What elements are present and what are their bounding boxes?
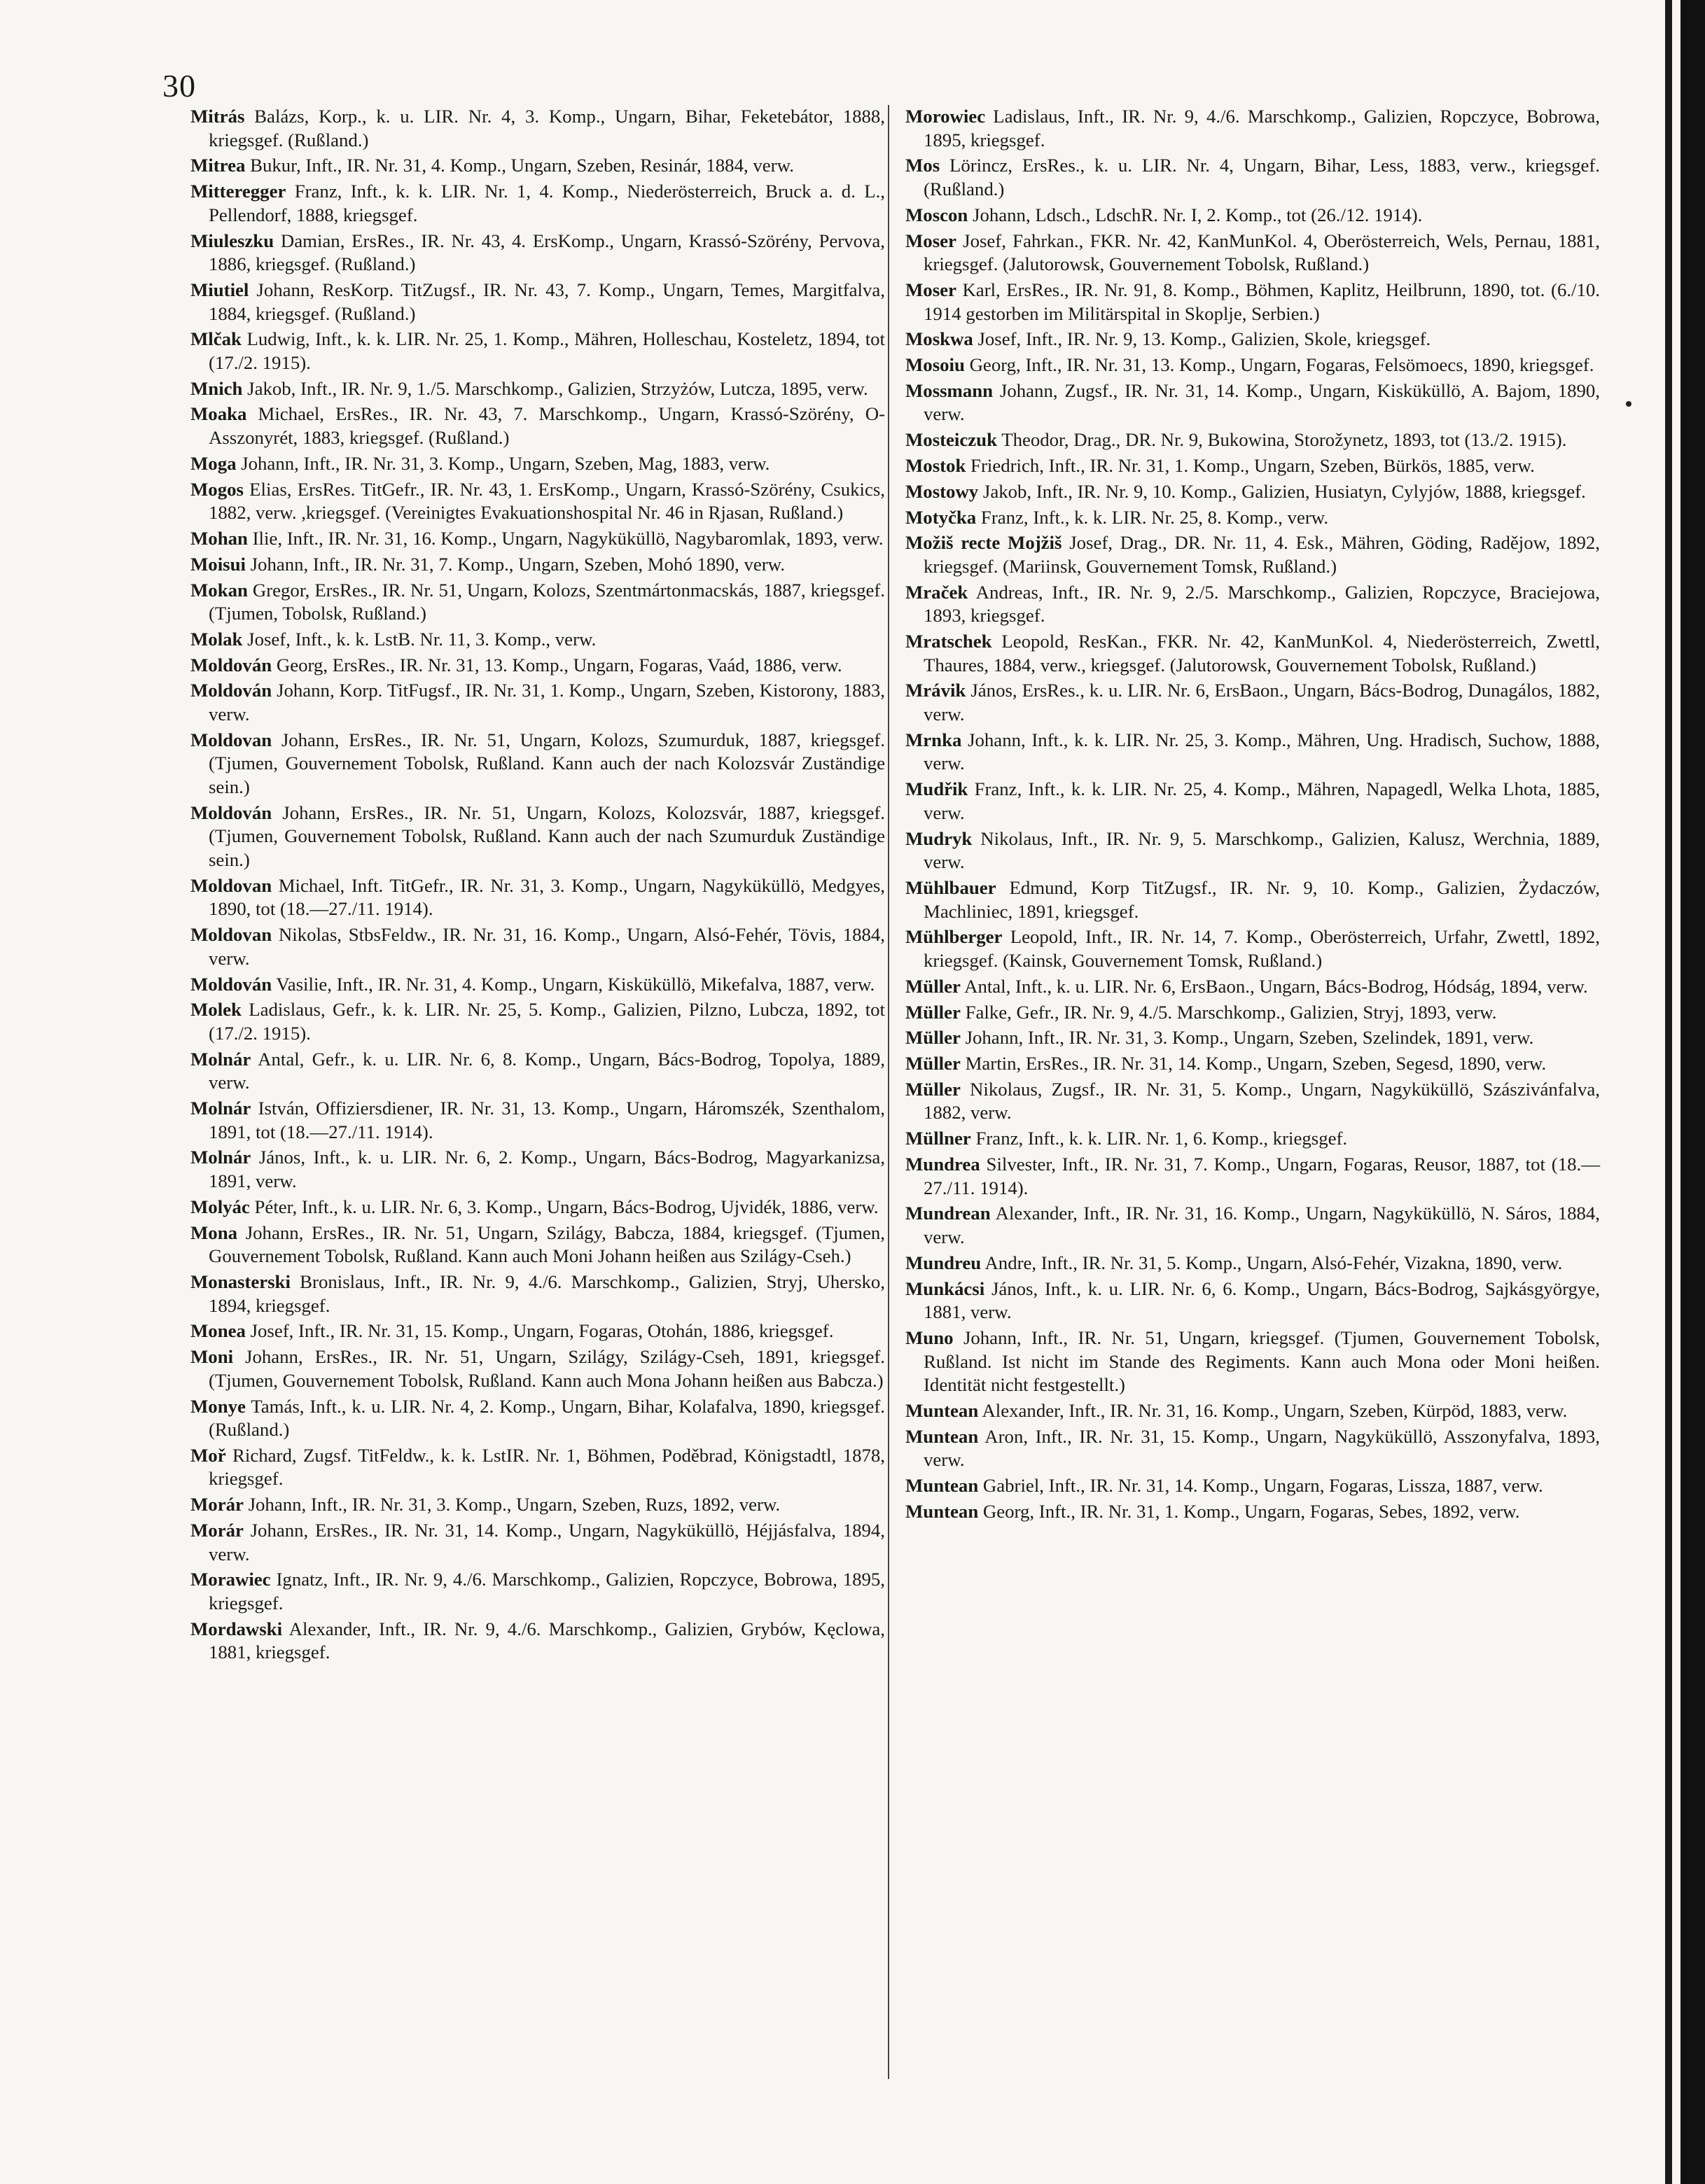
entry-surname: Mrávik [905, 680, 966, 701]
entry-surname: Mitrás [190, 106, 245, 127]
entry-surname: Molnár [190, 1147, 251, 1168]
entry-details: Johann, Ldsch., LdschR. Nr. I, 2. Komp., tot (26./12. 1914). [968, 204, 1423, 225]
entry-surname: Mogos [190, 478, 244, 500]
list-entry [190, 402, 885, 449]
entry-details: Bukur, Inft., IR. Nr. 31, 4. Komp., Ungarn, Szeben, Resinár, 1884, verw. [245, 155, 794, 176]
entry-details: Ladislaus, Gefr., k. k. LIR. Nr. 25, 5. Komp., Galizien, Pilzno, Lubcza, 1892, tot (17./2. 1915). [209, 999, 885, 1044]
entry-details: János, Inft., k. u. LIR. Nr. 6, 2. Komp., Ungarn, Bács-Bodrog, Magyarkanizsa, 1891, verw. [209, 1147, 885, 1192]
list-entry [190, 230, 885, 276]
entry-details: Johann, Korp. TitFugsf., IR. Nr. 31, 1. Komp., Ungarn, Szeben, Kistorony, 1883, verw. [209, 680, 885, 725]
entry-surname: Moga [190, 452, 237, 474]
list-entry [905, 531, 1600, 578]
entry-surname: Moscon [905, 204, 968, 225]
list-entry [905, 328, 1600, 351]
entry-details: Bronislaus, Inft., IR. Nr. 9, 4./6. Marschkomp., Galizien, Stryj, Uhersko, 1894, kriegsgef. [209, 1270, 885, 1316]
entry-surname: Molyác [190, 1196, 250, 1217]
entry-details: Johann, ResKorp. TitZugsf., IR. Nr. 43, 7. Komp., Ungarn, Temes, Margitfalva, 1884, kriegsgef. (Rußland.) [209, 279, 885, 324]
entry-details: Georg, ErsRes., IR. Nr. 31, 13. Komp., Ungarn, Fogaras, Vaád, 1886, verw. [272, 654, 842, 676]
entry-surname: Mratschek [905, 631, 992, 652]
entry-details: Johann, ErsRes., IR. Nr. 51, Ungarn, Kolozs, Szumurduk, 1887, kriegsgef. (Tjumen, Gouvernement Tobolsk, Rußland. Kann auch der nach Kolozsvár Zuständige sein.) [209, 729, 885, 798]
entry-details: Falke, Gefr., IR. Nr. 9, 4./5. Marschkomp., Galizien, Stryj, 1893, verw. [960, 1001, 1497, 1023]
entry-details: Antal, Inft., k. u. LIR. Nr. 6, ErsBaon., Ungarn, Bács-Bodrog, Hódság, 1894, verw. [960, 975, 1588, 997]
entry-details: Franz, Inft., k. k. LIR. Nr. 25, 8. Komp., verw. [976, 506, 1329, 528]
entry-surname: Mossmann [905, 379, 994, 401]
list-entry [190, 1345, 885, 1392]
entry-surname: Müllner [905, 1128, 971, 1149]
entry-surname: Mühlbauer [905, 876, 996, 898]
entry-details: Ilie, Inft., IR. Nr. 31, 16. Komp., Ungarn, Nagyküküllö, Nagybaromlak, 1893, verw. [247, 527, 884, 549]
list-entry [190, 377, 885, 401]
list-entry [905, 1252, 1600, 1275]
entry-surname: Moni [190, 1346, 234, 1368]
entry-surname: Mohan [190, 527, 248, 549]
entry-surname: Možiš recte Mojžiš [905, 532, 1062, 554]
entry-surname: Muntean [905, 1425, 979, 1447]
list-entry [905, 154, 1600, 201]
list-entry [190, 654, 885, 678]
list-entry [905, 428, 1600, 452]
entry-details: Gabriel, Inft., IR. Nr. 31, 14. Komp., Ungarn, Fogaras, Lissza, 1887, verw. [978, 1475, 1543, 1497]
entry-surname: Motyčka [905, 506, 977, 528]
left-column [190, 105, 885, 1667]
list-entry [190, 553, 885, 577]
entry-surname: Moser [905, 279, 956, 300]
list-entry [905, 204, 1600, 227]
entry-details: Michael, ErsRes., IR. Nr. 43, 7. Marschkomp., Ungarn, Krassó-Szörény, O-Asszonyrét, 1883, kriegsgef. (Rußland.) [209, 403, 885, 449]
entry-surname: Mostok [905, 455, 966, 476]
entry-details: Alexander, Inft., IR. Nr. 31, 16. Komp., Ungarn, Szeben, Kürpöd, 1883, verw. [978, 1399, 1568, 1421]
entry-surname: Mitteregger [190, 181, 286, 202]
entry-surname: Mrnka [905, 729, 962, 750]
list-entry [190, 998, 885, 1045]
list-entry [905, 1078, 1600, 1125]
entry-details: István, Offiziersdiener, IR. Nr. 31, 13. Komp., Ungarn, Háromszék, Szenthalom, 1891, tot (18.—27./11. 1914). [209, 1098, 885, 1142]
list-entry [190, 874, 885, 921]
list-entry [190, 1222, 885, 1268]
list-entry [190, 452, 885, 476]
entry-details: Johann, Inft., IR. Nr. 31, 3. Komp., Ungarn, Szeben, Szelindek, 1891, verw. [960, 1027, 1534, 1049]
list-entry [190, 973, 885, 997]
list-entry [190, 802, 885, 872]
list-entry [905, 1001, 1600, 1025]
entry-details: Georg, Inft., IR. Nr. 31, 13. Komp., Ungarn, Fogaras, Felsömoecs, 1890, kriegsgef. [964, 354, 1594, 376]
page-number: 30 [162, 68, 196, 104]
entry-surname: Monye [190, 1395, 246, 1417]
entry-details: Josef, Drag., DR. Nr. 11, 4. Esk., Mähren, Göding, Radějow, 1892, kriegsgef. (Mariinsk, Gouvernement Tomsk, Rußland.) [924, 532, 1600, 577]
entry-surname: Mundrea [905, 1154, 980, 1175]
list-entry [905, 1052, 1600, 1076]
list-entry [190, 1444, 885, 1491]
list-entry [190, 478, 885, 525]
list-entry [905, 379, 1600, 426]
entry-details: Nikolaus, Inft., IR. Nr. 9, 5. Marschkomp., Galizien, Kalusz, Werchnia, 1889, verw. [924, 827, 1600, 873]
list-entry [905, 454, 1600, 478]
entry-details: Martin, ErsRes., IR. Nr. 31, 14. Komp., Ungarn, Szeben, Segesd, 1890, verw. [960, 1053, 1547, 1074]
entry-details: Leopold, Inft., IR. Nr. 14, 7. Komp., Oberösterreich, Urfahr, Zwettl, 1892, kriegsgef. (Kainsk, Gouvernement Tomsk, Rußland.) [924, 926, 1600, 971]
entry-details: Johann, Inft., IR. Nr. 31, 3. Komp., Ungarn, Szeben, Ruzs, 1892, verw. [243, 1494, 781, 1516]
list-entry [905, 230, 1600, 276]
entry-surname: Müller [905, 1001, 961, 1023]
entry-details: Balázs, Korp., k. u. LIR. Nr. 4, 3. Komp., Ungarn, Bihar, Feketebátor, 1888, kriegsgef. (Rußland.) [209, 106, 885, 150]
list-entry [190, 527, 885, 551]
list-entry [905, 1127, 1600, 1151]
entry-details: Aron, Inft., IR. Nr. 31, 15. Komp., Ungarn, Nagyküküllö, Asszonyfalva, 1893, verw. [924, 1425, 1600, 1471]
entry-surname: Monea [190, 1320, 246, 1342]
entry-surname: Müller [905, 1078, 961, 1100]
entry-surname: Mona [190, 1222, 237, 1243]
entry-details: Johann, Zugsf., IR. Nr. 31, 14. Komp., Ungarn, Kisküküllö, A. Bajom, 1890, verw. [924, 379, 1600, 425]
entry-surname: Morár [190, 1520, 244, 1541]
list-entry [190, 279, 885, 326]
entry-surname: Miutiel [190, 279, 249, 300]
list-entry [190, 328, 885, 374]
entry-details: János, ErsRes., k. u. LIR. Nr. 6, ErsBaon., Ungarn, Bács-Bodrog, Dunagálos, 1882, verw. [924, 680, 1600, 725]
list-entry [190, 1618, 885, 1665]
list-entry [190, 729, 885, 799]
entry-details: Jakob, Inft., IR. Nr. 9, 1./5. Marschkomp., Galizien, Strzyżów, Lutcza, 1895, verw. [242, 377, 868, 399]
entry-surname: Müller [905, 1027, 961, 1049]
entry-surname: Mundreu [905, 1252, 982, 1273]
entry-surname: Moldovan [190, 729, 272, 750]
right-column [905, 105, 1600, 1526]
list-entry [190, 628, 885, 652]
list-entry [905, 506, 1600, 530]
list-entry [190, 180, 885, 227]
entry-surname: Morár [190, 1494, 244, 1516]
entry-details: Karl, ErsRes., IR. Nr. 91, 8. Komp., Böhmen, Kaplitz, Heilbrunn, 1890, tot. (6./10. 1914 gestorben im Militärspital in Skoplje, Serbien.) [924, 279, 1600, 324]
entry-details: Edmund, Korp TitZugsf., IR. Nr. 9, 10. Komp., Galizien, Żydaczów, Machliniec, 1891, kriegsgef. [924, 876, 1600, 922]
entry-details: Johann, Inft., k. k. LIR. Nr. 25, 3. Komp., Mähren, Ung. Hradisch, Suchow, 1888, verw. [924, 729, 1600, 774]
list-entry [905, 827, 1600, 874]
entry-details: Antal, Gefr., k. u. LIR. Nr. 6, 8. Komp., Ungarn, Bács-Bodrog, Topolya, 1889, verw. [209, 1048, 885, 1093]
entry-details: Theodor, Drag., DR. Nr. 9, Bukowina, Storožynetz, 1893, tot (13./2. 1915). [996, 429, 1567, 451]
list-entry [190, 1196, 885, 1219]
entry-details: Gregor, ErsRes., IR. Nr. 51, Ungarn, Kolozs, Szentmártonmacskás, 1887, kriegsgef. (Tjumen, Tobolsk, Rußland.) [209, 579, 885, 624]
entry-surname: Muntean [905, 1500, 979, 1522]
list-entry [905, 1500, 1600, 1524]
entry-details: Vasilie, Inft., IR. Nr. 31, 4. Komp., Ungarn, Kisküküllö, Mikefalva, 1887, verw. [272, 973, 875, 995]
entry-surname: Mordawski [190, 1618, 283, 1639]
list-entry [190, 923, 885, 970]
entry-surname: Mnich [190, 377, 243, 399]
entry-details: Damian, ErsRes., IR. Nr. 43, 4. ErsKomp., Ungarn, Krassó-Szörény, Pervova, 1886, kriegsgef. (Rußland.) [209, 230, 885, 275]
entry-surname: Mundrean [905, 1203, 991, 1224]
list-entry [905, 279, 1600, 326]
list-entry [905, 925, 1600, 972]
entry-surname: Morawiec [190, 1569, 271, 1590]
page-edge-shadow [1665, 0, 1672, 2184]
page-edge-border [1680, 0, 1705, 2184]
entry-details: Elias, ErsRes. TitGefr., IR. Nr. 43, 1. ErsKomp., Ungarn, Krassó-Szörény, Csukics, 1882, verw. ,kriegsgef. (Vereinigtes Evakuationshospital Nr. 46 in Rjasan, Rußland.) [209, 478, 885, 524]
entry-details: Johann, Inft., IR. Nr. 31, 7. Komp., Ungarn, Szeben, Mohó 1890, verw. [245, 553, 785, 575]
entry-details: Andreas, Inft., IR. Nr. 9, 2./5. Marschkomp., Galizien, Ropczyce, Braciejowa, 1893, kriegsgef. [924, 581, 1600, 626]
entry-surname: Moser [905, 230, 956, 251]
entry-surname: Molnár [190, 1048, 251, 1070]
column-divider [888, 105, 889, 2079]
list-entry [905, 1026, 1600, 1050]
list-entry [905, 778, 1600, 825]
entry-details: Alexander, Inft., IR. Nr. 9, 4./6. Marschkomp., Galizien, Grybów, Kęclowa, 1881, kriegsgef. [209, 1618, 885, 1663]
entry-details: Leopold, ResKan., FKR. Nr. 42, KanMunKol. 4, Niederösterreich, Zwettl, Thaures, 1884, verw., kriegsgef. (Jalutorowsk, Gouvernement Tobolsk, Rußland.) [924, 631, 1600, 676]
list-entry [190, 1395, 885, 1442]
list-entry [190, 154, 885, 178]
entry-details: Friedrich, Inft., IR. Nr. 31, 1. Komp., Ungarn, Szeben, Bürkös, 1885, verw. [966, 455, 1535, 476]
entry-surname: Moldován [190, 973, 272, 995]
entry-details: Péter, Inft., k. u. LIR. Nr. 6, 3. Komp., Ungarn, Bács-Bodrog, Ujvidék, 1886, verw. [249, 1196, 879, 1217]
entry-surname: Moisui [190, 553, 246, 575]
entry-surname: Müller [905, 1053, 961, 1074]
entry-surname: Mitrea [190, 155, 246, 176]
entry-surname: Mosoiu [905, 354, 965, 376]
entry-details: Josef, Inft., k. k. LstB. Nr. 11, 3. Komp., verw. [242, 628, 597, 650]
list-entry [190, 679, 885, 726]
entry-surname: Mudryk [905, 827, 973, 849]
entry-details: Johann, Inft., IR. Nr. 51, Ungarn, kriegsgef. (Tjumen, Gouvernement Tobolsk, Rußland. Ist nicht im Stande des Regiments. Kann auch Mona oder Moni heißen. Identität nicht festgestellt.) [924, 1326, 1600, 1396]
list-entry [905, 1278, 1600, 1324]
entry-surname: Moř [190, 1444, 226, 1466]
entry-surname: Müller [905, 975, 961, 997]
entry-details: Alexander, Inft., IR. Nr. 31, 16. Komp., Ungarn, Nagyküküllö, N. Sáros, 1884, verw. [924, 1203, 1600, 1247]
entry-details: Johann, ErsRes., IR. Nr. 51, Ungarn, Szilágy, Babcza, 1884, kriegsgef. (Tjumen, Gouvernement Tobolsk, Rußland. Kann auch Moni Johann heißen aus Szilágy-Cseh.) [209, 1222, 885, 1267]
entry-details: Tamás, Inft., k. u. LIR. Nr. 4, 2. Komp., Ungarn, Bihar, Kolafalva, 1890, kriegsgef. (Rußland.) [209, 1395, 885, 1441]
entry-surname: Miuleszku [190, 230, 274, 251]
entry-surname: Moldovan [190, 924, 272, 946]
list-entry [905, 630, 1600, 677]
entry-details: Michael, Inft. TitGefr., IR. Nr. 31, 3. Komp., Ungarn, Nagyküküllö, Medgyes, 1890, tot (18.—27./11. 1914). [209, 874, 885, 920]
entry-surname: Molek [190, 999, 242, 1021]
list-entry [905, 581, 1600, 628]
list-entry [905, 480, 1600, 504]
entry-surname: Moldován [190, 654, 272, 676]
entry-surname: Moldován [190, 802, 272, 823]
entry-details: Jakob, Inft., IR. Nr. 9, 10. Komp., Galizien, Husiatyn, Cylyjów, 1888, kriegsgef. [978, 480, 1586, 502]
list-entry [190, 1097, 885, 1144]
list-entry [905, 1326, 1600, 1397]
list-entry [905, 105, 1600, 152]
entry-surname: Muno [905, 1326, 954, 1348]
list-entry [905, 354, 1600, 377]
entry-surname: Molak [190, 628, 243, 650]
list-entry [905, 876, 1600, 923]
list-entry [905, 729, 1600, 776]
entry-surname: Mraček [905, 581, 968, 603]
entry-surname: Morowiec [905, 106, 986, 127]
entry-details: Josef, Inft., IR. Nr. 9, 13. Komp., Galizien, Skole, kriegsgef. [973, 328, 1431, 350]
list-entry [190, 1048, 885, 1095]
entry-details: Georg, Inft., IR. Nr. 31, 1. Komp., Ungarn, Fogaras, Sebes, 1892, verw. [978, 1500, 1520, 1522]
entry-surname: Moldován [190, 680, 272, 701]
list-entry [190, 1568, 885, 1615]
list-entry [190, 1146, 885, 1193]
list-entry [190, 1320, 885, 1343]
entry-details: Franz, Inft., k. k. LIR. Nr. 25, 4. Komp., Mähren, Napagedl, Welka Lhota, 1885, verw. [924, 778, 1600, 823]
list-entry [905, 1153, 1600, 1200]
list-entry [905, 1425, 1600, 1472]
list-entry [190, 1270, 885, 1317]
list-entry [190, 1493, 885, 1517]
entry-surname: Munkácsi [905, 1278, 985, 1299]
entry-surname: Molnár [190, 1098, 251, 1119]
entry-details: Andre, Inft., IR. Nr. 31, 5. Komp., Ungarn, Alsó-Fehér, Vizakna, 1890, verw. [981, 1252, 1563, 1273]
entry-surname: Mosteiczuk [905, 429, 997, 451]
list-entry [905, 1202, 1600, 1249]
list-entry [905, 679, 1600, 726]
list-entry [905, 975, 1600, 999]
entry-details: Ladislaus, Inft., IR. Nr. 9, 4./6. Marschkomp., Galizien, Ropczyce, Bobrowa, 1895, kriegsgef. [924, 106, 1600, 150]
entry-details: Franz, Inft., k. k. LIR. Nr. 1, 6. Komp., kriegsgef. [970, 1128, 1348, 1149]
entry-surname: Muntean [905, 1399, 979, 1421]
entry-surname: Moaka [190, 403, 247, 425]
entry-details: Josef, Fahrkan., FKR. Nr. 42, KanMunKol. 4, Oberösterreich, Wels, Pernau, 1881, kriegsgef. (Jalutorowsk, Gouvernement Tobolsk, Rußland.) [924, 230, 1600, 275]
entry-surname: Mlčak [190, 328, 242, 350]
entry-surname: Mühlberger [905, 926, 1003, 948]
list-entry [190, 105, 885, 152]
entry-details: János, Inft., k. u. LIR. Nr. 6, 6. Komp., Ungarn, Bács-Bodrog, Sajkásgyörgye, 1881, verw. [924, 1278, 1600, 1323]
entry-surname: Monasterski [190, 1270, 291, 1292]
entry-details: Johann, ErsRes., IR. Nr. 31, 14. Komp., Ungarn, Nagyküküllö, Héjjásfalva, 1894, verw. [209, 1520, 885, 1564]
entry-details: Ludwig, Inft., k. k. LIR. Nr. 25, 1. Komp., Mähren, Holleschau, Kosteletz, 1894, tot (17./2. 1915). [209, 328, 885, 373]
entry-details: Franz, Inft., k. k. LIR. Nr. 1, 4. Komp., Niederösterreich, Bruck a. d. L., Pellendorf, 1888, kriegsgef. [209, 181, 885, 225]
list-entry [905, 1474, 1600, 1498]
entry-surname: Mudřik [905, 778, 968, 800]
entry-details: Johann, Inft., IR. Nr. 31, 3. Komp., Ungarn, Szeben, Mag, 1883, verw. [236, 452, 770, 474]
entry-details: Johann, ErsRes., IR. Nr. 51, Ungarn, Szilágy, Szilágy-Cseh, 1891, kriegsgef. (Tjumen, Gouvernement Tobolsk, Rußland. Kann auch Mona Johann heißen aus Babcza.) [209, 1346, 885, 1391]
entry-details: Richard, Zugsf. TitFeldw., k. k. LstIR. Nr. 1, Böhmen, Poděbrad, Königstadtl, 1878, kriegsgef. [209, 1444, 885, 1490]
list-entry [190, 579, 885, 626]
entry-surname: Muntean [905, 1475, 979, 1497]
list-entry [190, 1519, 885, 1566]
entry-surname: Mostowy [905, 480, 979, 502]
list-entry [905, 1399, 1600, 1423]
entry-details: Nikolas, StbsFeldw., IR. Nr. 31, 16. Komp., Ungarn, Alsó-Fehér, Tövis, 1884, verw. [209, 924, 885, 969]
entry-details: Lörincz, ErsRes., k. u. LIR. Nr. 4, Ungarn, Bihar, Less, 1883, verw., kriegsgef. (Rußland.) [924, 155, 1600, 200]
entry-surname: Mos [905, 155, 940, 176]
entry-details: Josef, Inft., IR. Nr. 31, 15. Komp., Ungarn, Fogaras, Otohán, 1886, kriegsgef. [245, 1320, 834, 1342]
entry-surname: Moskwa [905, 328, 973, 350]
entry-details: Nikolaus, Zugsf., IR. Nr. 31, 5. Komp., Ungarn, Nagyküküllö, Szászivánfalva, 1882, verw. [924, 1078, 1600, 1124]
entry-details: Ignatz, Inft., IR. Nr. 9, 4./6. Marschkomp., Galizien, Ropczyce, Bobrowa, 1895, kriegsgef. [209, 1569, 885, 1614]
entry-surname: Mokan [190, 579, 248, 601]
margin-mark [1626, 401, 1631, 407]
entry-details: Silvester, Inft., IR. Nr. 31, 7. Komp., Ungarn, Fogaras, Reusor, 1887, tot (18.—27./11. 1914). [924, 1154, 1600, 1198]
entry-details: Johann, ErsRes., IR. Nr. 51, Ungarn, Kolozs, Kolozsvár, 1887, kriegsgef. (Tjumen, Gouvernement Tobolsk, Rußland. Kann auch der nach Szumurduk Zuständige sein.) [209, 802, 885, 870]
entry-surname: Moldovan [190, 874, 272, 896]
